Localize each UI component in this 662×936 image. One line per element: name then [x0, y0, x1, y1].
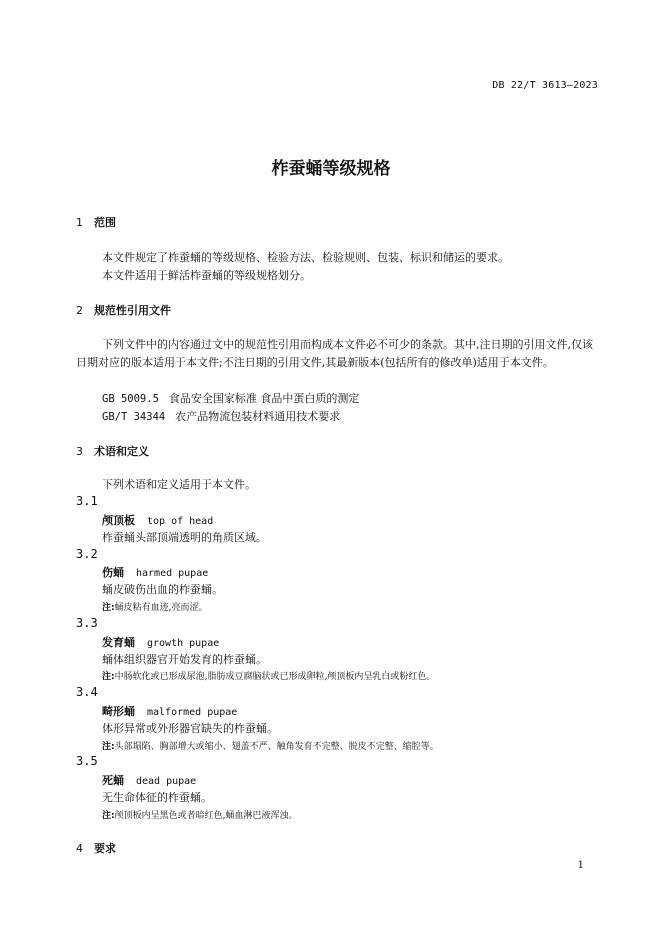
term-number: 3.1 — [76, 494, 98, 508]
document-title: 柞蚕蛹等级规格 — [271, 159, 391, 179]
note-label: 注: — [102, 742, 115, 752]
reference-name: 食品安全国家标准 食品中蛋白质的测定 — [168, 392, 360, 405]
page-number: 1 — [577, 860, 584, 871]
section-number: 2 — [76, 304, 83, 317]
note-label: 注: — [102, 672, 115, 682]
section-title: 范围 — [94, 216, 116, 229]
term-heading — [102, 564, 208, 580]
note-label: 注: — [102, 811, 115, 821]
term-cn: 发育蛹 — [102, 636, 135, 649]
note-text: 蛹皮粘有血迹,亮而涩。 — [114, 603, 208, 613]
section-title: 规范性引用文件 — [94, 304, 171, 317]
term-cn: 死蛹 — [102, 774, 124, 787]
term-definition: 柞蚕蛹头部顶端透明的角质区域。 — [102, 531, 267, 544]
term-heading — [102, 772, 196, 788]
term-note — [102, 669, 435, 682]
section-number: 1 — [76, 216, 83, 229]
note-text: 头部塌陷、胸部增大或缩小、翅盖不严、触角发育不完整、脱皮不完整、缩腔等。 — [114, 742, 439, 752]
term-en: top of head — [147, 516, 214, 527]
term-number: 3.4 — [76, 685, 98, 699]
note-text: 颅顶板内呈黑色或者暗红色,蛹血淋巴液浑浊。 — [114, 811, 298, 821]
term-heading — [102, 634, 219, 650]
term-cn: 伤蛹 — [102, 566, 124, 579]
reference-row — [102, 390, 359, 406]
reference-code: GB/T 34344 — [102, 411, 166, 423]
term-note — [102, 600, 207, 613]
section-3-paragraph: 下列术语和定义适用于本文件。 — [102, 478, 256, 491]
term-definition: 体形异常或外形器官缺失的柞蚕蛹。 — [102, 722, 278, 735]
section-3-heading — [76, 443, 149, 459]
section-2-paragraph: 下列文件中的内容通过文中的规范性引用而构成本文件必不可少的条款。其中,注日期的引用文件,仅该日期对应的版本适用于本文件;不注日期的引用文件,其最新版本(包括所有的修改单)适用于本文件。 — [76, 338, 593, 369]
term-definition: 蛹体组织器官开始发育的柞蚕蛹。 — [102, 653, 267, 666]
note-label: 注: — [102, 603, 115, 613]
reference-row — [102, 408, 340, 424]
section-number: 4 — [76, 842, 83, 855]
section-title: 要求 — [94, 842, 116, 855]
term-definition: 蛹皮破伤出血的柞蚕蛹。 — [102, 583, 223, 596]
reference-code: GB 5009.5 — [102, 393, 159, 405]
term-number: 3.5 — [76, 754, 98, 768]
term-en: growth pupae — [147, 638, 220, 649]
term-en: malformed pupae — [147, 707, 238, 718]
reference-name: 农产品物流包装材料通用技术要求 — [175, 410, 341, 423]
term-note — [102, 808, 297, 821]
standard-code: DB 22/T 3613—2023 — [492, 80, 598, 91]
term-cn: 颅顶板 — [102, 514, 135, 527]
term-cn: 畸形蛹 — [102, 705, 135, 718]
section-title: 术语和定义 — [94, 445, 149, 458]
term-number: 3.2 — [76, 547, 98, 561]
section-1-heading — [76, 214, 116, 230]
term-heading — [102, 512, 213, 528]
section-4-heading — [76, 840, 116, 856]
term-definition: 无生命体征的柞蚕蛹。 — [102, 791, 212, 804]
term-heading — [102, 703, 237, 719]
section-1-paragraph-2: 本文件适用于鲜活柞蚕蛹的等级规格划分。 — [102, 269, 311, 282]
note-text: 中肠软化或已形成尿泡,脂肪成豆腐脑状或已形成卵粒,颅顶板内呈乳白或粉红色。 — [114, 672, 436, 682]
section-1-paragraph-1: 本文件规定了柞蚕蛹的等级规格、检验方法、检验规则、包装、标识和储运的要求。 — [102, 251, 509, 264]
section-2-heading — [76, 302, 171, 318]
section-number: 3 — [76, 445, 83, 458]
term-en: dead pupae — [136, 776, 197, 787]
term-note — [102, 739, 439, 752]
term-number: 3.3 — [76, 616, 98, 630]
term-en: harmed pupae — [136, 568, 209, 579]
